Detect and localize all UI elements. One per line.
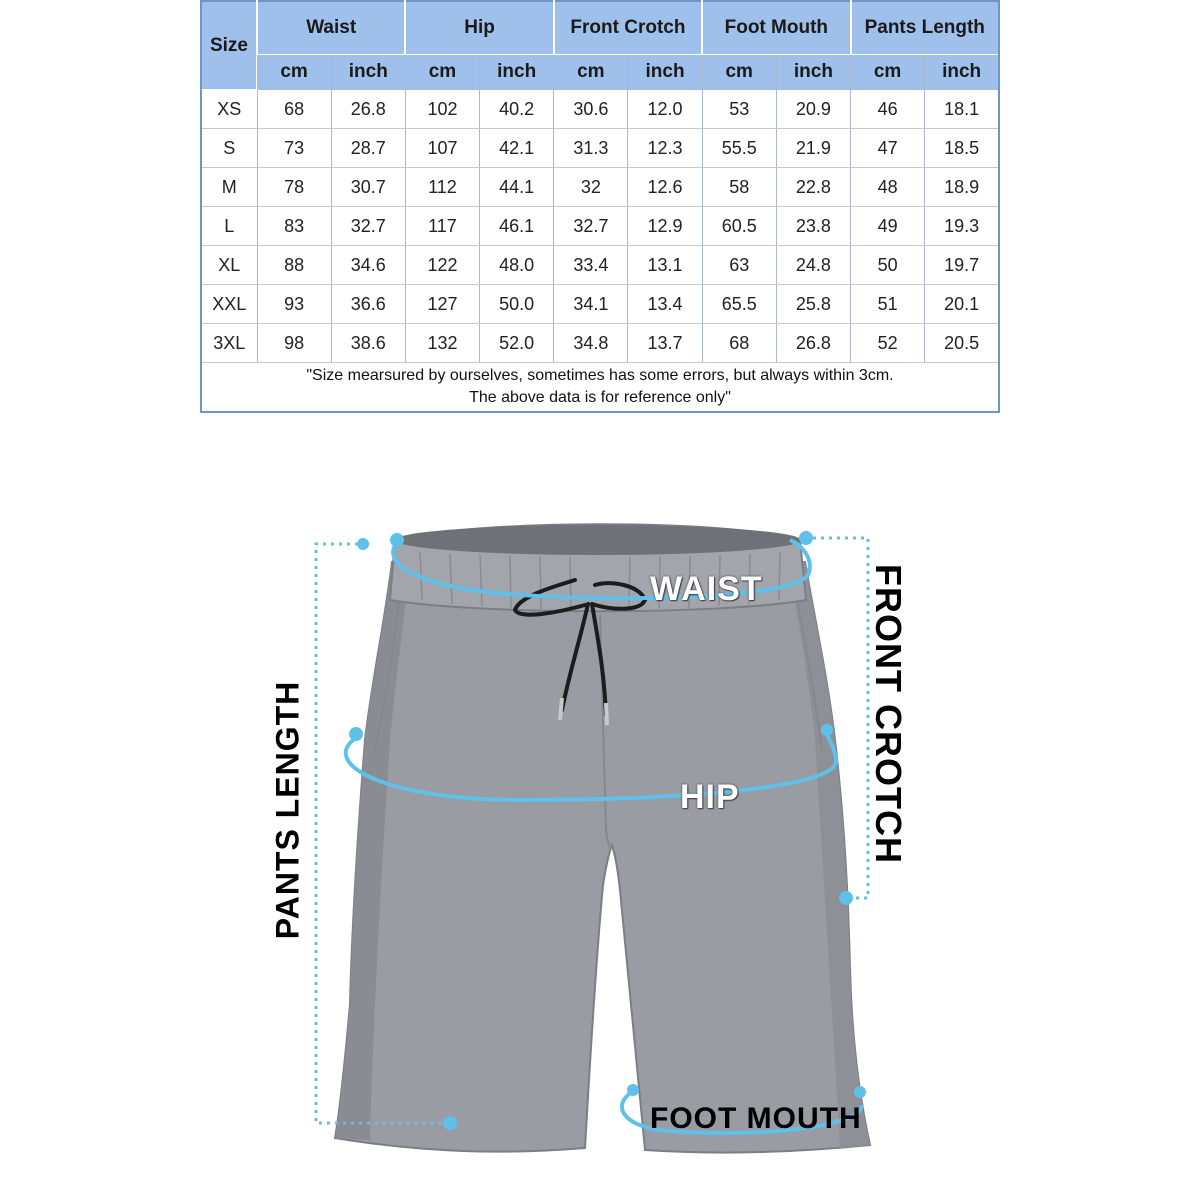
measurement-cell: 34.6 [331, 246, 405, 285]
note-line-2: The above data is for reference only" [469, 389, 731, 406]
pants-length-column-header: Pants Length [851, 1, 1000, 55]
measurement-cell: 52.0 [480, 324, 554, 363]
foot-mouth-column-header: Foot Mouth [702, 1, 850, 55]
measurement-cell: 13.1 [628, 246, 702, 285]
measurement-cell: 68 [702, 324, 776, 363]
table-note [201, 363, 999, 413]
measurement-cell: 49 [851, 207, 925, 246]
measurement-cell: 53 [702, 90, 776, 129]
unit-header-inch: inch [776, 55, 850, 90]
shorts-body [335, 562, 870, 1152]
unit-header-cm: cm [554, 55, 628, 90]
front-crotch-column-header: Front Crotch [554, 1, 702, 55]
measurement-cell: 98 [257, 324, 331, 363]
size-cell: 3XL [201, 324, 257, 363]
measurement-cell: 48.0 [480, 246, 554, 285]
measurement-cell: 12.6 [628, 168, 702, 207]
measurement-cell: 73 [257, 129, 331, 168]
measurement-cell: 51 [851, 285, 925, 324]
table-body [201, 90, 999, 363]
measurement-cell: 12.9 [628, 207, 702, 246]
size-cell: L [201, 207, 257, 246]
measurement-cell: 12.3 [628, 129, 702, 168]
table-row [201, 90, 999, 129]
measurement-cell: 28.7 [331, 129, 405, 168]
table-row [201, 324, 999, 363]
measurement-cell: 32 [554, 168, 628, 207]
note-line-1: "Size mearsured by ourselves, sometimes has some errors, but always within 3cm. [306, 367, 894, 384]
measurement-cell: 36.6 [331, 285, 405, 324]
unit-header-cm: cm [405, 55, 479, 90]
measurement-cell: 24.8 [776, 246, 850, 285]
measurement-cell: 58 [702, 168, 776, 207]
measurement-cell: 112 [405, 168, 479, 207]
size-column-header: Size [201, 1, 257, 90]
measurement-cell: 34.8 [554, 324, 628, 363]
size-chart-table [200, 0, 1000, 413]
table-row [201, 285, 999, 324]
measurement-cell: 18.5 [925, 129, 999, 168]
measurement-cell: 63 [702, 246, 776, 285]
unit-header-inch: inch [480, 55, 554, 90]
measurement-cell: 42.1 [480, 129, 554, 168]
measurement-cell: 30.6 [554, 90, 628, 129]
measurement-cell: 32.7 [331, 207, 405, 246]
table-unit-header-row [201, 55, 999, 90]
unit-header-cm: cm [851, 55, 925, 90]
size-cell: XL [201, 246, 257, 285]
hip-column-header: Hip [405, 1, 553, 55]
measurement-cell: 60.5 [702, 207, 776, 246]
measurement-cell: 122 [405, 246, 479, 285]
measurement-cell: 31.3 [554, 129, 628, 168]
size-cell: M [201, 168, 257, 207]
measurement-cell: 25.8 [776, 285, 850, 324]
measurement-cell: 26.8 [331, 90, 405, 129]
table-row [201, 207, 999, 246]
unit-header-inch: inch [925, 55, 999, 90]
measurement-cell: 30.7 [331, 168, 405, 207]
waist-label: WAIST [650, 570, 763, 608]
measurement-cell: 38.6 [331, 324, 405, 363]
table-row [201, 168, 999, 207]
measurement-cell: 13.4 [628, 285, 702, 324]
measurement-cell: 19.7 [925, 246, 999, 285]
drawstring-tip-left [560, 698, 562, 720]
measurement-cell: 20.9 [776, 90, 850, 129]
pants-length-label: PANTS LENGTH [269, 680, 306, 940]
drawstring-tip-right [606, 703, 607, 725]
table-row [201, 246, 999, 285]
unit-header-inch: inch [628, 55, 702, 90]
measurement-cell: 88 [257, 246, 331, 285]
waist-column-header: Waist [257, 1, 405, 55]
measurement-cell: 20.1 [925, 285, 999, 324]
measurement-cell: 44.1 [480, 168, 554, 207]
measurement-cell: 47 [851, 129, 925, 168]
measurement-cell: 46.1 [480, 207, 554, 246]
measurement-cell: 18.1 [925, 90, 999, 129]
measurement-cell: 55.5 [702, 129, 776, 168]
measurement-cell: 93 [257, 285, 331, 324]
measurement-cell: 50.0 [480, 285, 554, 324]
measurement-cell: 40.2 [480, 90, 554, 129]
measurement-cell: 68 [257, 90, 331, 129]
measurement-cell: 102 [405, 90, 479, 129]
unit-header-cm: cm [257, 55, 331, 90]
measurement-cell: 21.9 [776, 129, 850, 168]
hip-label: HIP [680, 778, 740, 816]
measurement-cell: 127 [405, 285, 479, 324]
size-cell: XS [201, 90, 257, 129]
measurement-cell: 33.4 [554, 246, 628, 285]
front-crotch-label: FRONT CROTCH [868, 564, 909, 864]
measurement-cell: 23.8 [776, 207, 850, 246]
unit-header-inch: inch [331, 55, 405, 90]
measurement-cell: 22.8 [776, 168, 850, 207]
measurement-cell: 132 [405, 324, 479, 363]
waistband-inner [395, 525, 801, 555]
measurement-cell: 13.7 [628, 324, 702, 363]
measurement-cell: 20.5 [925, 324, 999, 363]
measurement-cell: 12.0 [628, 90, 702, 129]
measurement-cell: 46 [851, 90, 925, 129]
measurement-cell: 34.1 [554, 285, 628, 324]
measurement-cell: 117 [405, 207, 479, 246]
measurement-cell: 18.9 [925, 168, 999, 207]
measurement-cell: 26.8 [776, 324, 850, 363]
unit-header-cm: cm [702, 55, 776, 90]
table-group-header-row [201, 1, 999, 55]
measurement-cell: 107 [405, 129, 479, 168]
size-cell: XXL [201, 285, 257, 324]
foot-mouth-label: FOOT MOUTH [650, 1102, 862, 1135]
measurement-cell: 83 [257, 207, 331, 246]
shorts-illustration [0, 500, 1200, 1180]
measurement-cell: 52 [851, 324, 925, 363]
table-row [201, 129, 999, 168]
measurement-cell: 78 [257, 168, 331, 207]
measurement-cell: 32.7 [554, 207, 628, 246]
measurement-cell: 50 [851, 246, 925, 285]
measurement-cell: 48 [851, 168, 925, 207]
measurement-cell: 19.3 [925, 207, 999, 246]
table-note-row [201, 363, 999, 413]
shorts-measurement-diagram [0, 500, 1200, 1180]
size-cell: S [201, 129, 257, 168]
measurement-cell: 65.5 [702, 285, 776, 324]
